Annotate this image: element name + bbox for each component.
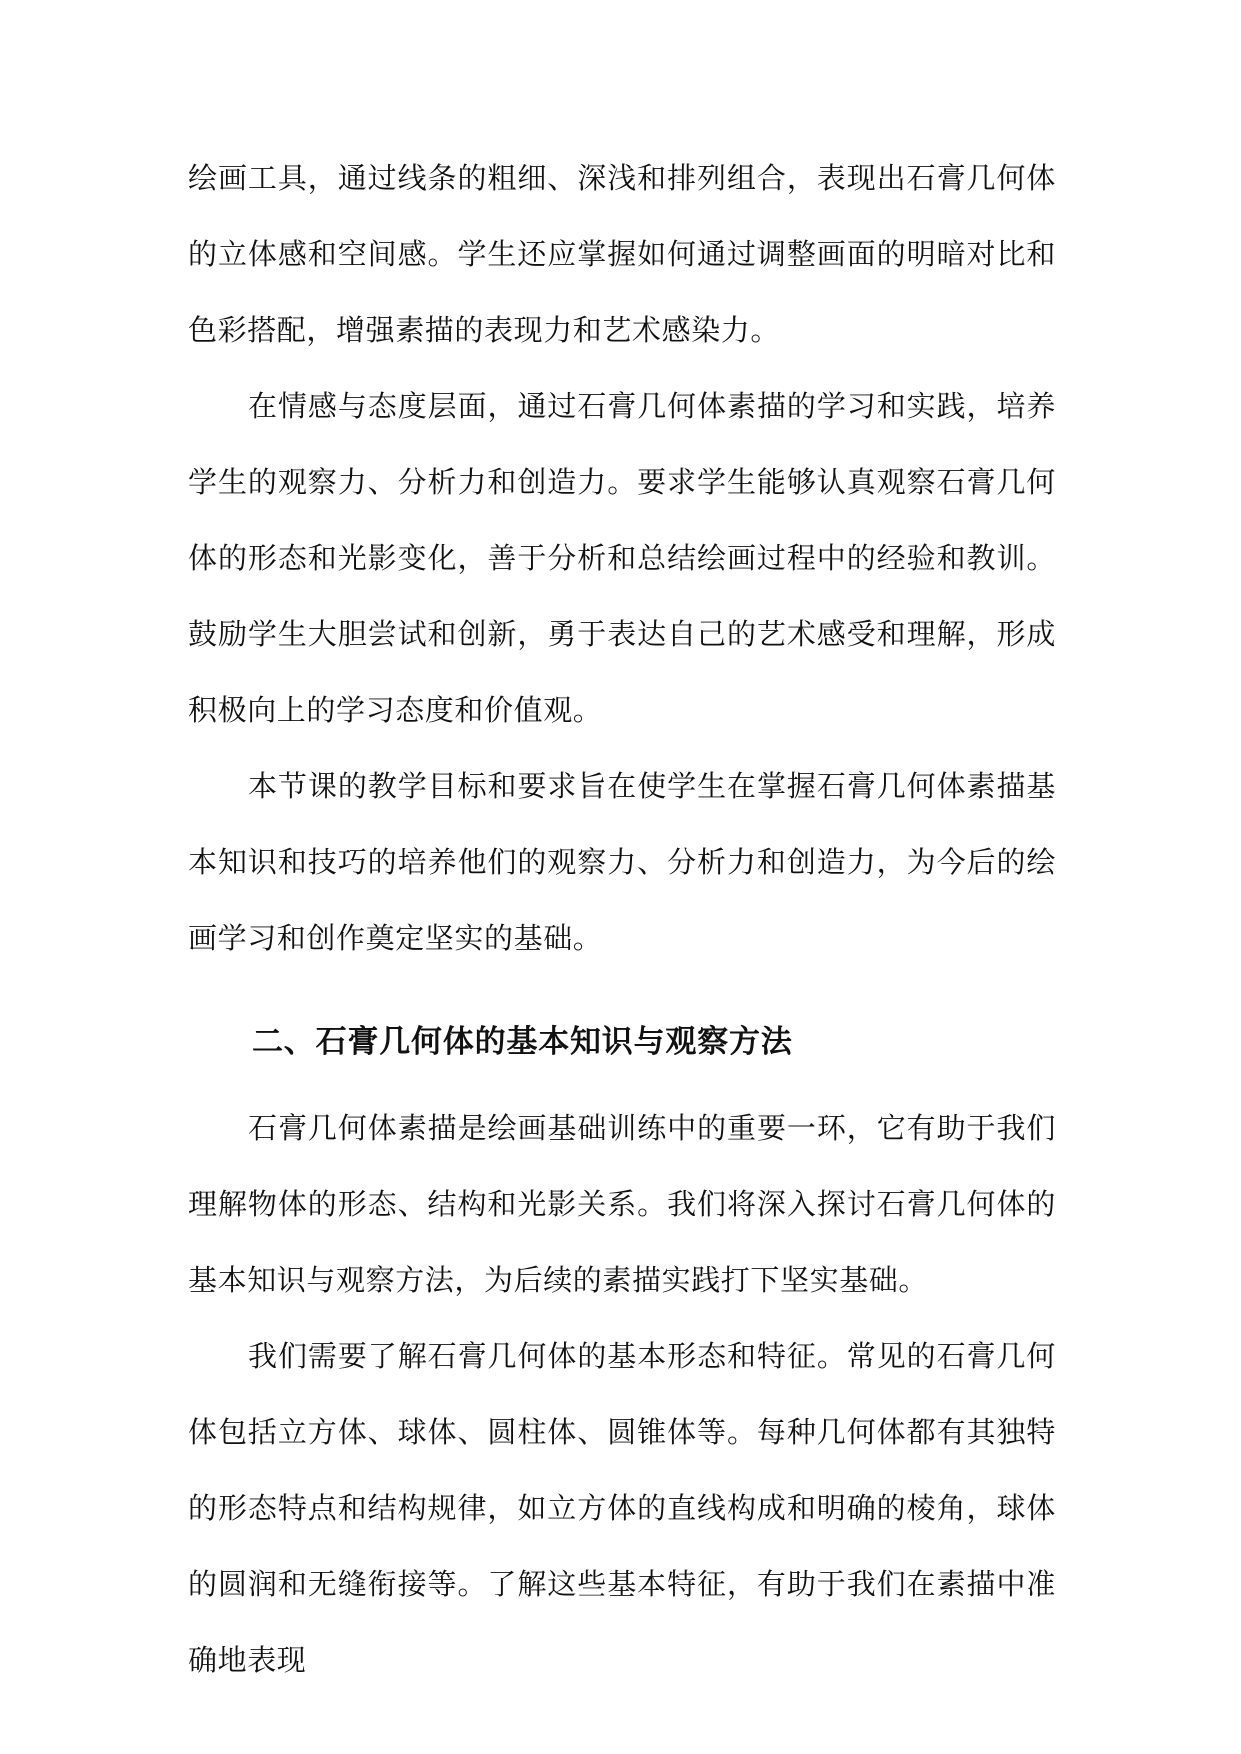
paragraph-lesson-goals: 本节课的教学目标和要求旨在使学生在掌握石膏几何体素描基本知识和技巧的培养他们的观察力、分析力和创造力，为今后的绘画学习和创作奠定坚实的基础。 — [188, 769, 1056, 955]
paragraph-emotion-attitude: 在情感与态度层面，通过石膏几何体素描的学习和实践，培养学生的观察力、分析力和创造力。要求学生能够认真观察石膏几何体的形态和光影变化，善于分析和总结绘画过程中的经验和教训。鼓励学生大胆尝试和创新，勇于表达自己的艺术感受和理解，形成积极向上的学习态度和价值观。 — [188, 389, 1056, 727]
section-heading: 二、石膏几何体的基本知识与观察方法 — [252, 1024, 793, 1060]
paragraph-section-intro: 石膏几何体素描是绘画基础训练中的重要一环，它有助于我们理解物体的形态、结构和光影关系。我们将深入探讨石膏几何体的基本知识与观察方法，为后续的素描实践打下坚实基础。 — [188, 1111, 1056, 1297]
paragraph-basic-forms: 我们需要了解石膏几何体的基本形态和特征。常见的石膏几何体包括立方体、球体、圆柱体、圆锥体等。每种几何体都有其独特的形态特点和结构规律，如立方体的直线构成和明确的棱角，球体的圆润和无缝衔接等。了解这些基本特征，有助于我们在素描中准确地表现 — [188, 1339, 1056, 1677]
document-body — [188, 140, 1056, 1698]
paragraph-continuation: 绘画工具，通过线条的粗细、深浅和排列组合，表现出石膏几何体的立体感和空间感。学生还应掌握如何通过调整画面的明暗对比和色彩搭配，增强素描的表现力和艺术感染力。 — [188, 161, 1056, 347]
